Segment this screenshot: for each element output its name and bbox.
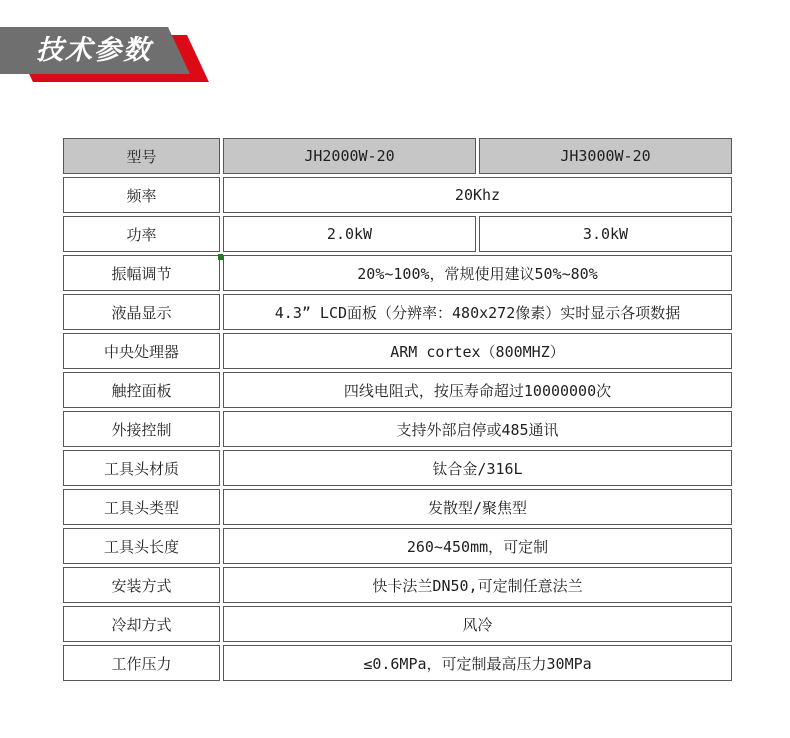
- row-label: 工具头长度: [63, 528, 220, 564]
- table-row-amplitude: [63, 255, 732, 291]
- table-row-external-control: [63, 411, 732, 447]
- row-value: 风冷: [223, 606, 732, 642]
- row-value: 快卡法兰DN50,可定制任意法兰: [223, 567, 732, 603]
- cell-note-marker: [218, 254, 223, 260]
- row-label: 工具头材质: [63, 450, 220, 486]
- row-value: ARM cortex（800MHZ）: [223, 333, 732, 369]
- table-row-frequency: [63, 177, 732, 213]
- row-label: 功率: [63, 216, 220, 252]
- header-model-label: 型号: [63, 138, 220, 174]
- row-value-model2: 3.0kW: [479, 216, 732, 252]
- row-value: 260~450mm，可定制: [223, 528, 732, 564]
- row-value: 4.3” LCD面板（分辨率：480x272像素）实时显示各项数据: [223, 294, 732, 330]
- row-label: 冷却方式: [63, 606, 220, 642]
- row-label: 工具头类型: [63, 489, 220, 525]
- table-row-touch-panel: [63, 372, 732, 408]
- row-value: 支持外部启停或485通讯: [223, 411, 732, 447]
- header-model-2: JH3000W-20: [479, 138, 732, 174]
- table-row-installation: [63, 567, 732, 603]
- header-model-1: JH2000W-20: [223, 138, 476, 174]
- table-row-cooling: [63, 606, 732, 642]
- table-row-cpu: [63, 333, 732, 369]
- row-label: 工作压力: [63, 645, 220, 681]
- table-row-power: [63, 216, 732, 252]
- row-value: ≤0.6MPa，可定制最高压力30MPa: [223, 645, 732, 681]
- table-row-lcd: [63, 294, 732, 330]
- table-header-row: [63, 138, 732, 174]
- specs-table: [60, 135, 735, 684]
- row-label: 中央处理器: [63, 333, 220, 369]
- row-label: 振幅调节: [63, 255, 220, 291]
- row-value: 20%~100%，常规使用建议50%~80%: [223, 255, 732, 291]
- section-banner: [0, 0, 300, 100]
- table-row-toolhead-material: [63, 450, 732, 486]
- row-label: 频率: [63, 177, 220, 213]
- row-label: 液晶显示: [63, 294, 220, 330]
- row-value: 20Khz: [223, 177, 732, 213]
- table-row-toolhead-length: [63, 528, 732, 564]
- table-row-working-pressure: [63, 645, 732, 681]
- row-label: 触控面板: [63, 372, 220, 408]
- row-value-model1: 2.0kW: [223, 216, 476, 252]
- table-row-toolhead-type: [63, 489, 732, 525]
- row-label: 外接控制: [63, 411, 220, 447]
- row-value: 发散型/聚焦型: [223, 489, 732, 525]
- row-value: 四线电阻式，按压寿命超过10000000次: [223, 372, 732, 408]
- section-title: 技术参数: [36, 35, 152, 66]
- row-value: 钛合金/316L: [223, 450, 732, 486]
- row-label: 安装方式: [63, 567, 220, 603]
